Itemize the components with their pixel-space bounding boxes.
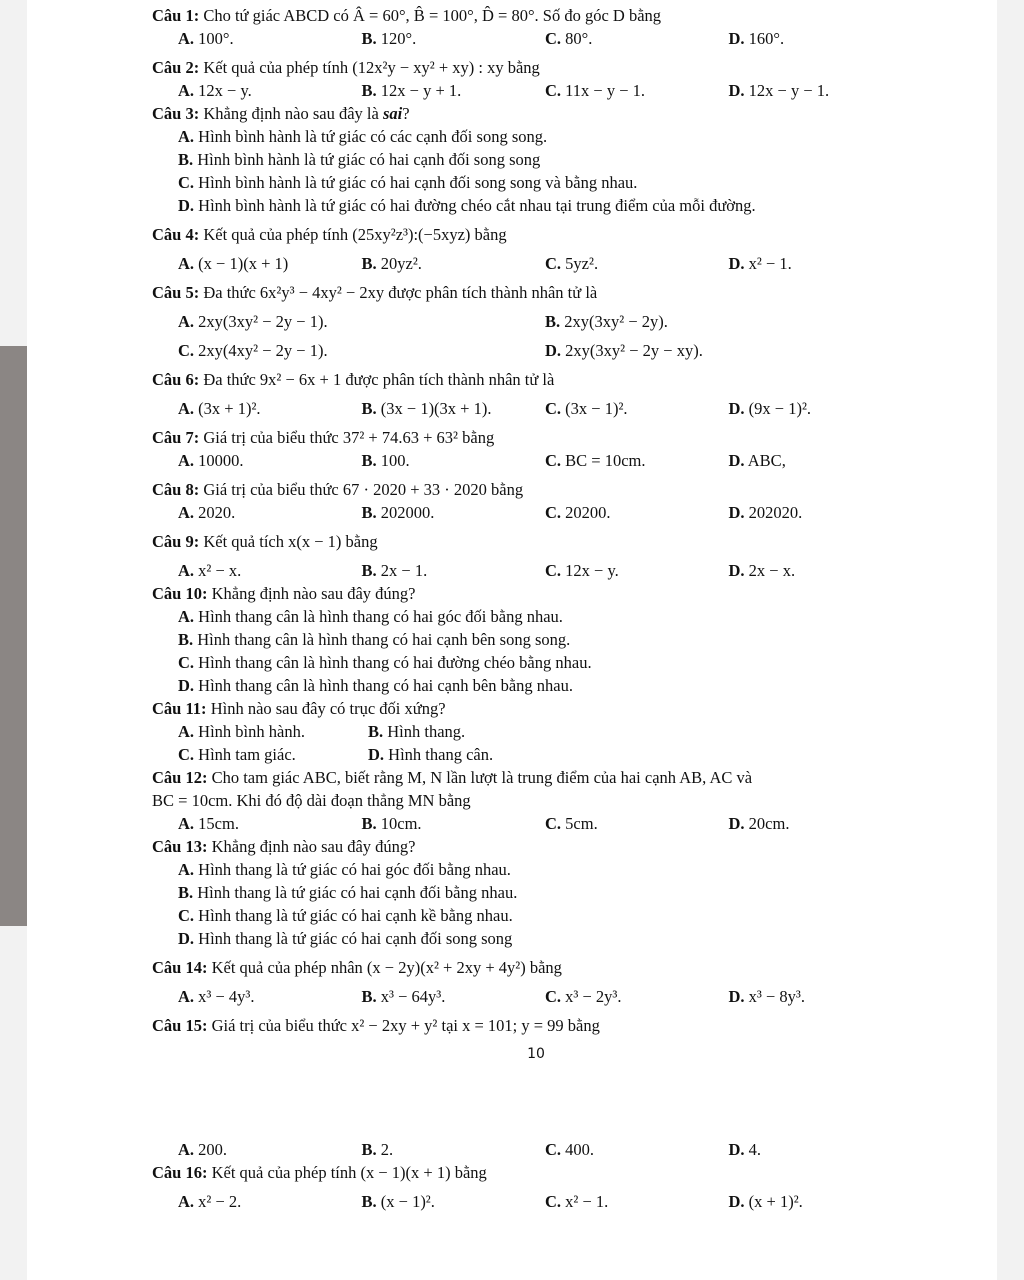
option-d[interactable]: D. Hình thang là tứ giác có hai cạnh đối song song bbox=[178, 929, 513, 948]
option-d[interactable]: D. 202020. bbox=[728, 503, 803, 522]
option-b[interactable]: B. 120°. bbox=[361, 29, 417, 48]
option-c[interactable]: C. x² − 1. bbox=[545, 1192, 609, 1211]
answer-options bbox=[152, 985, 912, 1008]
option-b[interactable]: B. Hình thang cân là hình thang có hai cạnh bên song song. bbox=[178, 630, 571, 649]
question-text: Giá trị của biểu thức x² − 2xy + y² tại x = 101; y = 99 bằng bbox=[211, 1016, 600, 1035]
option-b[interactable]: B. 2. bbox=[361, 1140, 394, 1159]
option-b[interactable]: B. 202000. bbox=[361, 503, 435, 522]
option-a[interactable]: A. 2xy(3xy² − 2y − 1). bbox=[178, 312, 328, 331]
option-c[interactable]: C. x³ − 2y³. bbox=[545, 987, 622, 1006]
question-label: Câu 1: bbox=[152, 6, 200, 25]
answer-options bbox=[152, 1138, 912, 1161]
option-b[interactable]: B. Hình bình hành là tứ giác có hai cạnh đối song song bbox=[178, 150, 541, 169]
answer-options bbox=[152, 812, 912, 835]
option-a[interactable]: A. (x − 1)(x + 1) bbox=[178, 254, 289, 273]
question-label: Câu 3: bbox=[152, 104, 200, 123]
option-d[interactable]: D. x³ − 8y³. bbox=[728, 987, 805, 1006]
answer-options bbox=[152, 743, 912, 766]
option-c[interactable]: C. Hình bình hành là tứ giác có hai cạnh đối song song và bằng nhau. bbox=[178, 173, 638, 192]
answer-options bbox=[152, 27, 912, 50]
option-c[interactable]: C. 80°. bbox=[545, 29, 593, 48]
option-a[interactable]: A. 200. bbox=[178, 1140, 228, 1159]
option-b[interactable]: B. (3x − 1)(3x + 1). bbox=[361, 399, 492, 418]
question-text-continued: BC = 10cm. Khi đó độ dài đoạn thẳng MN bằng bbox=[152, 791, 471, 810]
answer-options bbox=[152, 79, 912, 102]
question-label: Câu 10: bbox=[152, 584, 208, 603]
answer-options bbox=[152, 252, 912, 275]
question-text: Kết quả tích x(x − 1) bằng bbox=[203, 532, 378, 551]
question-8 bbox=[152, 478, 912, 524]
answer-options bbox=[152, 858, 912, 950]
answer-options bbox=[152, 1190, 912, 1213]
question-9 bbox=[152, 530, 912, 582]
answer-options bbox=[152, 397, 912, 420]
question-1 bbox=[152, 4, 912, 50]
option-a[interactable]: A. Hình bình hành là tứ giác có các cạnh đối song song. bbox=[178, 127, 548, 146]
question-text: Khẳng định nào sau đây đúng? bbox=[211, 584, 416, 603]
option-b[interactable]: B. 20yz². bbox=[361, 254, 422, 273]
answer-options bbox=[152, 605, 912, 697]
option-a[interactable]: A. 100°. bbox=[178, 29, 234, 48]
option-a[interactable]: A. Hình thang cân là hình thang có hai góc đối bằng nhau. bbox=[178, 607, 563, 626]
question-text: Giá trị của biểu thức 37² + 74.63 + 63² bằng bbox=[203, 428, 495, 447]
option-c[interactable]: C. 400. bbox=[545, 1140, 595, 1159]
option-c[interactable]: C. 12x − y. bbox=[545, 561, 619, 580]
answer-options bbox=[152, 720, 912, 743]
answer-options bbox=[152, 559, 912, 582]
question-label: Câu 16: bbox=[152, 1163, 208, 1182]
question-3: Câu 3: Khẳng định nào sau đây là sai? A. Hình bình hành là tứ giác có các cạnh đối song song. B. Hình bình hành là tứ giác có hai cạnh đối song song C. Hình bình hành là tứ giác có hai cạnh đối song song và bằng nhau. D. Hình bình hành là tứ giác có hai đường chéo cắt nhau tại trung điểm của mỗi đường. bbox=[152, 102, 912, 217]
option-d[interactable]: D. x² − 1. bbox=[728, 254, 792, 273]
option-b[interactable]: B. 100. bbox=[361, 451, 410, 470]
option-c[interactable]: C. Hình tam giác. bbox=[178, 745, 296, 764]
option-c[interactable]: C. 5cm. bbox=[545, 814, 598, 833]
answer-options bbox=[152, 501, 912, 524]
option-a[interactable]: A. 15cm. bbox=[178, 814, 239, 833]
question-text: Cho tứ giác ABCD có Â = 60°, B̂ = 100°, D̂ = 80°. Số đo góc D bằng bbox=[203, 6, 662, 25]
question-label: Câu 12: bbox=[152, 768, 208, 787]
option-a[interactable]: A. 12x − y. bbox=[178, 81, 252, 100]
question-label: Câu 7: bbox=[152, 428, 200, 447]
question-label: Câu 4: bbox=[152, 225, 200, 244]
answer-options bbox=[152, 449, 912, 472]
option-b[interactable]: B. Hình thang. bbox=[368, 722, 466, 741]
question-text: Hình nào sau đây có trục đối xứng? bbox=[210, 699, 446, 718]
emphasis-word: sai bbox=[382, 104, 403, 123]
option-a[interactable]: A. x² − x. bbox=[178, 561, 242, 580]
option-c[interactable]: C. 11x − y − 1. bbox=[545, 81, 646, 100]
question-text: Đa thức 6x²y³ − 4xy² − 2xy được phân tích thành nhân tử là bbox=[203, 283, 598, 302]
question-6 bbox=[152, 368, 912, 420]
option-b[interactable]: B. x³ − 64y³. bbox=[361, 987, 446, 1006]
option-d[interactable]: D. 20cm. bbox=[728, 814, 790, 833]
option-a[interactable]: A. x² − 2. bbox=[178, 1192, 242, 1211]
right-margin bbox=[997, 0, 1024, 1280]
option-c[interactable]: C. 2xy(4xy² − 2y − 1). bbox=[178, 341, 328, 360]
option-d[interactable]: D. (x + 1)². bbox=[728, 1192, 803, 1211]
question-16 bbox=[152, 1161, 912, 1213]
option-d[interactable]: D. ABC, bbox=[728, 451, 786, 470]
scroll-edge-bar bbox=[0, 346, 27, 926]
question-text: Kết quả của phép nhân (x − 2y)(x² + 2xy + 4y²) bằng bbox=[211, 958, 562, 977]
question-15 bbox=[152, 1014, 912, 1161]
option-d[interactable]: D. 2x − x. bbox=[728, 561, 796, 580]
question-text: Kết quả của phép tính (x − 1)(x + 1) bằng bbox=[211, 1163, 487, 1182]
question-text: Đa thức 9x² − 6x + 1 được phân tích thành nhân tử là bbox=[203, 370, 555, 389]
option-b[interactable]: B. Hình thang là tứ giác có hai cạnh đối bằng nhau. bbox=[178, 883, 518, 902]
option-d[interactable]: D. Hình thang cân là hình thang có hai cạnh bên bằng nhau. bbox=[178, 676, 573, 695]
option-b[interactable]: B. 2x − 1. bbox=[361, 561, 428, 580]
option-b[interactable]: B. (x − 1)². bbox=[361, 1192, 435, 1211]
option-c[interactable]: C. Hình thang là tứ giác có hai cạnh kề bằng nhau. bbox=[178, 906, 513, 925]
question-label: Câu 9: bbox=[152, 532, 200, 551]
option-a[interactable]: A. 10000. bbox=[178, 451, 244, 470]
option-d[interactable]: D. Hình thang cân. bbox=[368, 745, 494, 764]
page-number: 10 bbox=[527, 1046, 545, 1062]
option-d[interactable]: D. (9x − 1)². bbox=[728, 399, 812, 418]
option-b[interactable]: B. 10cm. bbox=[361, 814, 422, 833]
question-11 bbox=[152, 697, 912, 766]
question-label: Câu 8: bbox=[152, 480, 200, 499]
option-a[interactable]: A. x³ − 4y³. bbox=[178, 987, 255, 1006]
option-c[interactable]: C. 20200. bbox=[545, 503, 611, 522]
question-label: Câu 13: bbox=[152, 837, 208, 856]
option-a[interactable]: A. (3x + 1)². bbox=[178, 399, 261, 418]
question-text: Khẳng định nào sau đây là bbox=[203, 104, 379, 123]
question-text: Khẳng định nào sau đây đúng? bbox=[211, 837, 416, 856]
option-b[interactable]: B. 2xy(3xy² − 2y). bbox=[545, 312, 668, 331]
question-14 bbox=[152, 956, 912, 1008]
question-label: Câu 6: bbox=[152, 370, 200, 389]
question-2 bbox=[152, 56, 912, 102]
option-d[interactable]: D. Hình bình hành là tứ giác có hai đường chéo cắt nhau tại trung điểm của mỗi đường. bbox=[178, 196, 756, 215]
question-13 bbox=[152, 835, 912, 950]
question-label: Câu 2: bbox=[152, 58, 200, 77]
option-d[interactable]: D. 12x − y − 1. bbox=[728, 81, 830, 100]
question-12 bbox=[152, 766, 912, 835]
answer-options bbox=[152, 125, 912, 217]
question-4 bbox=[152, 223, 912, 275]
question-text: Kết quả của phép tính (25xy²z³):(−5xyz) bằng bbox=[203, 225, 507, 244]
question-7 bbox=[152, 426, 912, 472]
question-label: Câu 15: bbox=[152, 1016, 208, 1035]
question-5 bbox=[152, 281, 912, 362]
question-10 bbox=[152, 582, 912, 697]
option-c[interactable]: C. BC = 10cm. bbox=[545, 451, 646, 470]
question-label: Câu 5: bbox=[152, 283, 200, 302]
question-text: Cho tam giác ABC, biết rằng M, N lần lượt là trung điểm của hai cạnh AB, AC và bbox=[211, 768, 753, 787]
question-label: Câu 11: bbox=[152, 699, 207, 718]
exam-page bbox=[152, 4, 912, 1213]
question-text: Giá trị của biểu thức 67 · 2020 + 33 · 2020 bằng bbox=[203, 480, 524, 499]
option-d[interactable]: D. 2xy(3xy² − 2y − xy). bbox=[545, 341, 703, 360]
option-c[interactable]: C. (3x − 1)². bbox=[545, 399, 628, 418]
option-a[interactable]: A. Hình thang là tứ giác có hai góc đối bằng nhau. bbox=[178, 860, 511, 879]
question-text: Kết quả của phép tính (12x²y − xy² + xy) : xy bằng bbox=[203, 58, 540, 77]
option-c[interactable]: C. 5yz². bbox=[545, 254, 599, 273]
option-a[interactable]: A. Hình bình hành. bbox=[178, 722, 305, 741]
option-b[interactable]: B. 12x − y + 1. bbox=[361, 81, 462, 100]
option-d[interactable]: D. 160°. bbox=[728, 29, 785, 48]
option-a[interactable]: A. 2020. bbox=[178, 503, 236, 522]
answer-options bbox=[152, 339, 912, 362]
option-c[interactable]: C. Hình thang cân là hình thang có hai đường chéo bằng nhau. bbox=[178, 653, 592, 672]
option-d[interactable]: D. 4. bbox=[728, 1140, 762, 1159]
question-label: Câu 14: bbox=[152, 958, 208, 977]
answer-options bbox=[152, 310, 912, 333]
